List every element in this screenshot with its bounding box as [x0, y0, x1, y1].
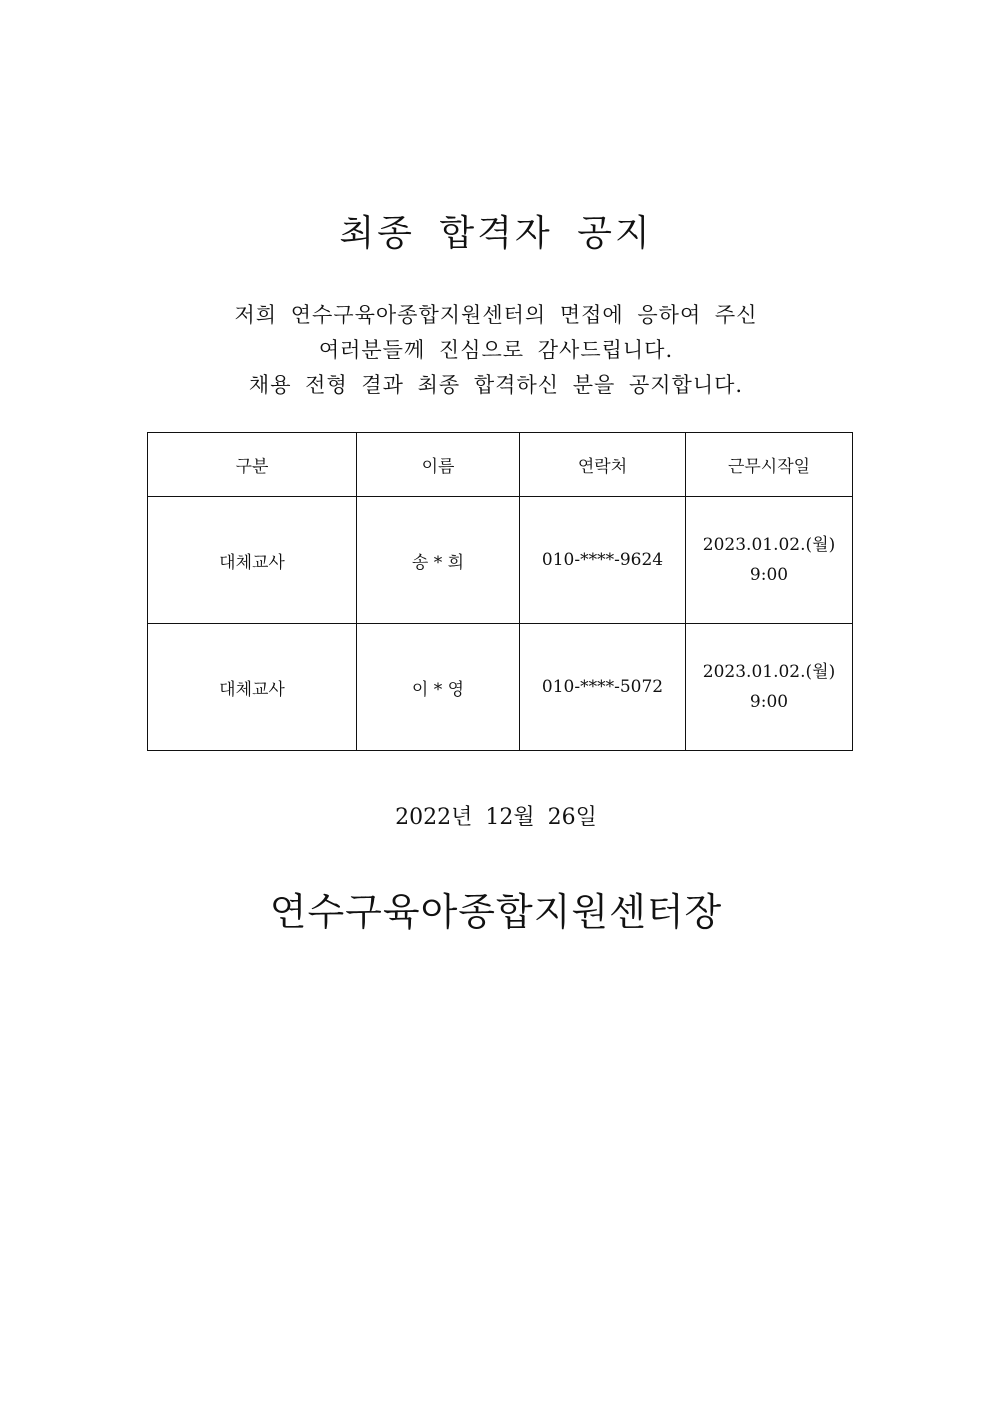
cell-start-date: 2023.01.02.(월): [702, 535, 836, 555]
cell-name: 송 * 희: [357, 497, 520, 624]
cell-start: [686, 497, 853, 624]
cell-category: 대체교사: [148, 624, 357, 751]
column-header-category: 구분: [148, 433, 357, 497]
table-row: [148, 624, 853, 751]
column-header-name: 이름: [357, 433, 520, 497]
column-header-start-date: 근무시작일: [686, 433, 853, 497]
intro-line: 여러분들께 진심으로 감사드립니다.: [318, 338, 674, 362]
intro-line: 저희 연수구육아종합지원센터의 면접에 응하여 주신: [234, 303, 758, 327]
hire-results-table: [147, 432, 853, 751]
table-row: [148, 497, 853, 624]
cell-start: [686, 624, 853, 751]
notice-date: 2022년 12월 26일: [395, 805, 597, 830]
intro-paragraph: [0, 298, 992, 403]
cell-start-time: 9:00: [749, 692, 789, 712]
page-title: 최종 합격자 공지: [339, 213, 653, 254]
column-header-contact: 연락처: [520, 433, 686, 497]
cell-contact: 010-****-9624: [520, 497, 686, 624]
cell-name: 이 * 영: [357, 624, 520, 751]
intro-line: 채용 전형 결과 최종 합격하신 분을 공지합니다.: [248, 373, 744, 397]
table-header-row: [148, 433, 853, 497]
cell-start-date: 2023.01.02.(월): [702, 662, 836, 682]
cell-start-time: 9:00: [749, 565, 789, 585]
cell-contact: 010-****-5072: [520, 624, 686, 751]
cell-category: 대체교사: [148, 497, 357, 624]
signature: 연수구육아종합지원센터장: [269, 890, 723, 934]
